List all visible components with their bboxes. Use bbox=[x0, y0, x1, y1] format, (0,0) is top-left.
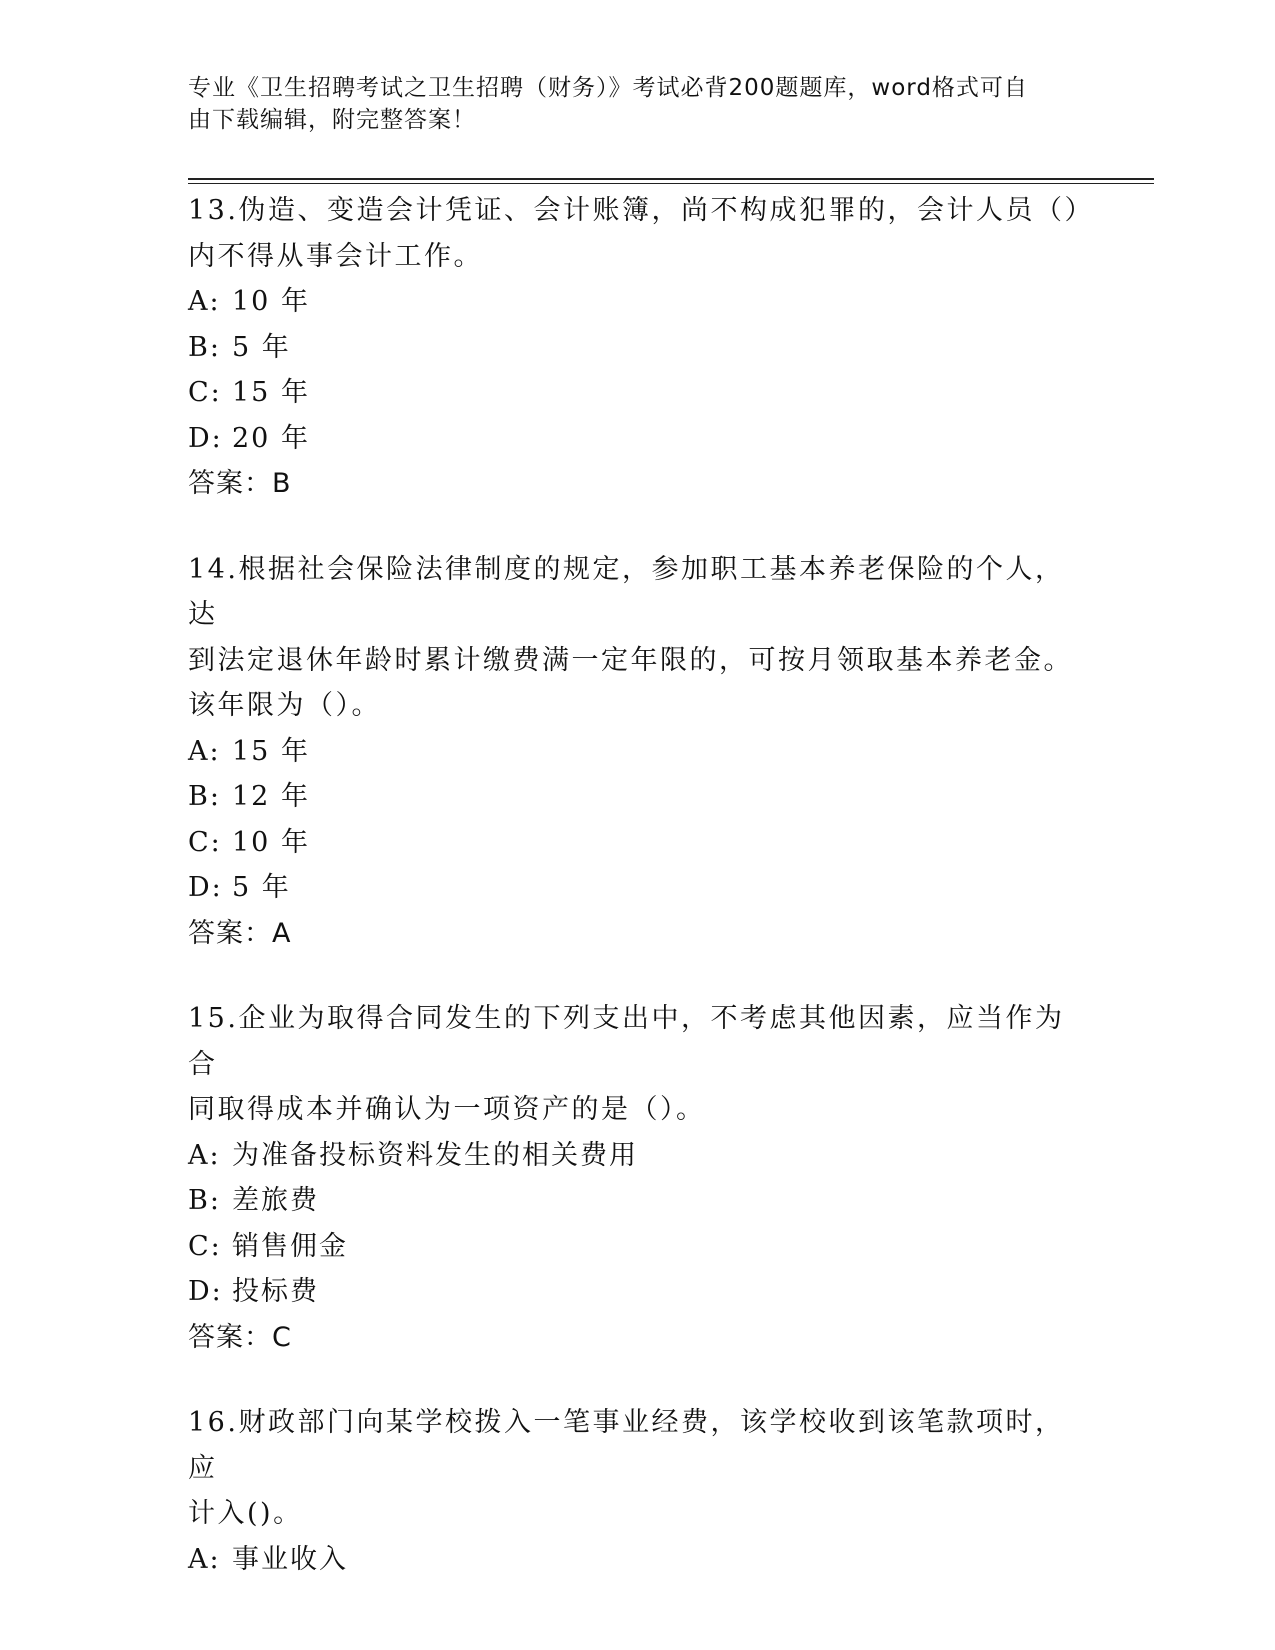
option-b bbox=[188, 1178, 1088, 1224]
question-stem-line: 15.企业为取得合同发生的下列支出中，不考虑其他因素，应当作为合 bbox=[188, 1003, 1065, 1080]
option-text: 5 年 bbox=[232, 331, 291, 363]
option-c bbox=[188, 820, 1088, 866]
question-stem-line: 同取得成本并确认为一项资产的是（）。 bbox=[188, 1094, 706, 1125]
option-a bbox=[188, 279, 1088, 325]
option-key: C: bbox=[188, 1230, 222, 1262]
option-text: 20 年 bbox=[232, 422, 310, 454]
question-15 bbox=[188, 996, 1088, 1360]
option-c bbox=[188, 370, 1088, 416]
question-stem-line: 该年限为（）。 bbox=[188, 690, 381, 721]
option-b bbox=[188, 774, 1088, 820]
option-text: 销售佣金 bbox=[232, 1230, 348, 1262]
option-d bbox=[188, 416, 1088, 462]
question-stem-line: 13.伪造、变造会计凭证、会计账簿，尚不构成犯罪的，会计人员（） bbox=[188, 195, 1094, 226]
question-stem-line: 内不得从事会计工作。 bbox=[188, 240, 483, 272]
option-text: 差旅费 bbox=[232, 1185, 319, 1216]
option-key: D: bbox=[188, 422, 223, 454]
question-16 bbox=[188, 1400, 1088, 1582]
question-list bbox=[188, 188, 1094, 1606]
question-stem-line: 16.财政部门向某学校拨入一笔事业经费，该学校收到该笔款项时，应 bbox=[188, 1407, 1065, 1484]
option-text: 投标费 bbox=[232, 1276, 319, 1307]
option-text: 为准备投标资料发生的相关费用 bbox=[232, 1139, 638, 1171]
option-text: 事业收入 bbox=[232, 1543, 348, 1575]
answer-line: 答案：A bbox=[188, 917, 292, 949]
header-line-1: 专业《卫生招聘考试之卫生招聘（财务）》考试必背200题题库，word格式可自 bbox=[188, 75, 1028, 101]
option-text: 10 年 bbox=[232, 826, 310, 858]
answer-line: 答案：C bbox=[188, 1321, 292, 1353]
question-stem-line: 14.根据社会保险法律制度的规定，参加职工基本养老保险的个人，达 bbox=[188, 553, 1065, 630]
answer-line: 答案：B bbox=[188, 468, 292, 499]
question-13 bbox=[188, 188, 1094, 507]
header-divider-thick bbox=[188, 178, 1154, 180]
document-header bbox=[188, 72, 1068, 136]
question-stem-line: 到法定退休年龄时累计缴费满一定年限的，可按月领取基本养老金。 bbox=[188, 644, 1073, 676]
option-text: 5 年 bbox=[232, 872, 291, 903]
option-key: D: bbox=[188, 872, 223, 903]
option-text: 10 年 bbox=[232, 286, 310, 317]
option-key: D: bbox=[188, 1276, 223, 1307]
option-key: A: bbox=[188, 735, 221, 767]
option-d bbox=[188, 865, 1088, 911]
option-text: 12 年 bbox=[232, 781, 310, 812]
option-a bbox=[188, 729, 1088, 775]
option-b bbox=[188, 325, 1088, 371]
option-text: 15 年 bbox=[232, 377, 310, 408]
option-text: 15 年 bbox=[232, 735, 310, 767]
option-key: A: bbox=[188, 1139, 221, 1171]
header-divider-thin bbox=[188, 183, 1154, 184]
option-d bbox=[188, 1269, 1088, 1315]
option-a bbox=[188, 1537, 1088, 1583]
option-key: C: bbox=[188, 377, 222, 408]
option-key: A: bbox=[188, 286, 221, 317]
question-14 bbox=[188, 547, 1088, 957]
option-key: B: bbox=[188, 331, 221, 363]
option-c bbox=[188, 1224, 1088, 1270]
option-a bbox=[188, 1133, 1088, 1179]
option-key: A: bbox=[188, 1543, 221, 1575]
header-line-2: 由下载编辑，附完整答案！ bbox=[188, 107, 476, 133]
option-key: C: bbox=[188, 826, 222, 858]
option-key: B: bbox=[188, 781, 221, 812]
question-stem-line: 计入()。 bbox=[188, 1498, 303, 1529]
option-key: B: bbox=[188, 1185, 221, 1216]
